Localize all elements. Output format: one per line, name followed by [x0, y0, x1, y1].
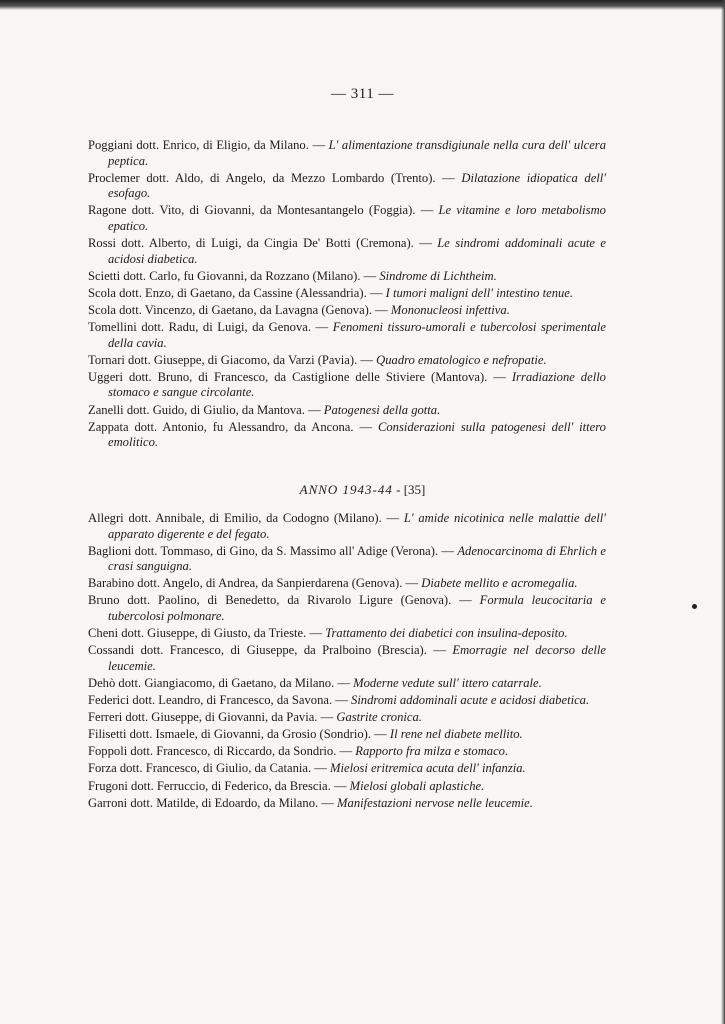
entry-title: Irradiazione dello stomaco e sangue circolante.	[108, 369, 606, 400]
entry-title: Sindromi addominali acute e acidosi diabetica.	[351, 693, 590, 708]
entry-title: L' amide nicotinica nelle malattie dell' apparato digerente e del fegato.	[108, 511, 606, 541]
entry-title: Manifestazioni nervose nelle leucemie.	[337, 795, 533, 810]
entry-title: I tumori maligni dell' intestino tenue.	[385, 285, 574, 300]
entry-title: L' alimentazione transdigiunale nella cura dell' ulcera peptica.	[108, 138, 606, 168]
entry-author: Garroni dott. Matilde, di Edoardo, da Milano. —	[88, 795, 334, 810]
entry-author: Zappata dott. Antonio, fu Alessandro, da Ancona. —	[88, 419, 373, 434]
entry-author: Scola dott. Vincenzo, di Gaetano, da Lavagna (Genova). —	[88, 302, 388, 317]
entry-author: Tomellini dott. Radu, di Luigi, da Genova. —	[88, 320, 329, 335]
entry-author: Cossandi dott. Francesco, di Giuseppe, da Pralboino (Brescia). —	[88, 643, 446, 658]
entry-author: Bruno dott. Paolino, di Benedetto, da Rivarolo Ligure (Genova). —	[88, 593, 472, 608]
entry-author: Barabino dott. Angelo, di Andrea, da Sanpierdarena (Genova). —	[88, 576, 419, 591]
entry-author: Federici dott. Leandro, di Francesco, da Savona. —	[88, 693, 348, 708]
entry	[88, 403, 606, 419]
entry	[88, 236, 606, 267]
entry-author: Scietti dott. Carlo, fu Giovanni, da Rozzano (Milano). —	[88, 268, 377, 283]
entry	[88, 544, 606, 575]
entry-title: Trattamento dei diabetici con insulina-deposito.	[325, 626, 568, 641]
section-year: ANNO 1943-44	[299, 482, 393, 497]
entry	[88, 286, 606, 302]
entry-title: Mielosi globali aplastiche.	[349, 778, 485, 793]
entry	[88, 353, 606, 369]
entry	[88, 796, 606, 812]
entry	[88, 643, 606, 674]
entry-author: Ragone dott. Vito, di Giovanni, da Montesantangelo (Foggia). —	[88, 203, 434, 218]
entry-title: Gastrite cronica.	[336, 710, 422, 725]
entry	[88, 420, 606, 451]
entry-author: Poggiani dott. Enrico, di Eligio, da Milano. —	[88, 138, 326, 152]
entry	[88, 303, 606, 319]
entry	[88, 171, 606, 202]
entry	[88, 693, 606, 709]
entry	[88, 710, 606, 726]
entry	[88, 269, 606, 285]
entry-author: Zanelli dott. Guido, di Giulio, da Mantova. —	[88, 402, 321, 417]
entry-title: Le vitamine e loro metabolismo epatico.	[108, 203, 606, 233]
entry-title: Le sindromi addominali acute e acidosi diabetica.	[108, 236, 606, 266]
entry	[88, 744, 606, 760]
section-count: - [35]	[396, 482, 426, 497]
entry-title: Il rene nel diabete mellito.	[389, 727, 523, 742]
entry	[88, 779, 606, 795]
entry-author: Forza dott. Francesco, di Giulio, da Catania. —	[88, 761, 327, 776]
entry-title: Patogenesi della gotta.	[323, 402, 441, 417]
entry	[88, 576, 606, 592]
entry	[88, 511, 606, 542]
entry	[88, 320, 606, 351]
entry-title: Sindrome di Lichtheim.	[379, 268, 497, 283]
section-heading	[0, 482, 725, 498]
entry-author: Proclemer dott. Aldo, di Angelo, da Mezzo Lombardo (Trento). —	[88, 170, 455, 185]
scan-speck	[692, 604, 697, 609]
entry-title: Moderne vedute sull' ittero catarrale.	[353, 675, 542, 690]
entry-title: Quadro ematologico e nefropatie.	[376, 352, 547, 367]
entry-author: Cheni dott. Giuseppe, di Giusto, da Trieste. —	[88, 626, 323, 641]
entry-author: Dehò dott. Giangiacomo, di Gaetano, da Milano. —	[88, 675, 350, 690]
entry-author: Filisetti dott. Ismaele, di Giovanni, da Grosio (Sondrio). —	[88, 727, 387, 742]
entry	[88, 593, 606, 624]
entry	[88, 761, 606, 777]
entry-title: Rapporto fra milza e stomaco.	[355, 744, 509, 759]
page-number: — 311 —	[331, 86, 394, 102]
entry-title: Dilatazione idiopatica dell' esofago.	[108, 170, 606, 201]
entry-author: Frugoni dott. Ferruccio, di Federico, da Brescia. —	[88, 778, 347, 793]
entry-author: Uggeri dott. Bruno, di Francesco, da Castiglione delle Stiviere (Mantova). —	[88, 369, 506, 384]
entry	[88, 370, 606, 401]
entry-author: Tornari dott. Giuseppe, di Giacomo, da Varzi (Pavia). —	[88, 352, 373, 367]
entry-title: Mielosi eritremica acuta dell' infanzia.	[330, 761, 526, 776]
scan-right-edge	[721, 0, 725, 1024]
entry-author: Ferreri dott. Giuseppe, di Giovanni, da Pavia. —	[88, 710, 334, 725]
entry	[88, 727, 606, 743]
entry-author: Allegri dott. Annibale, di Emilio, da Codogno (Milano). —	[88, 511, 400, 525]
entry-title: Considerazioni sulla patogenesi dell' ittero emolitico.	[108, 419, 606, 450]
entry-author: Foppoli dott. Francesco, di Riccardo, da Sondrio. —	[88, 744, 353, 759]
entry-title: Adenocarcinoma di Ehrlich e crasi sanguigna.	[108, 543, 606, 574]
entry-title: Diabete mellito e acromegalia.	[421, 576, 578, 591]
entry-title: Formula leucocitaria e tubercolosi polmonare.	[108, 593, 606, 624]
entry-author: Scola dott. Enzo, di Gaetano, da Cassine (Alessandria). —	[88, 285, 383, 300]
entry	[88, 626, 606, 642]
scan-top-edge	[0, 0, 725, 10]
entry	[88, 138, 606, 169]
entries-list-2	[88, 511, 606, 813]
entry	[88, 203, 606, 234]
entry-author: Rossi dott. Alberto, di Luigi, da Cingia De' Botti (Cremona). —	[88, 236, 432, 251]
entry-title: Mononucleosi infettiva.	[390, 302, 510, 317]
entries-list-1	[88, 138, 606, 452]
entry	[88, 676, 606, 692]
entry-title: Fenomeni tissuro-umorali e tubercolosi sperimentale della cavia.	[108, 320, 607, 350]
entry-author: Baglioni dott. Tommaso, di Gino, da S. Massimo all' Adige (Verona). —	[88, 543, 455, 558]
entry-title: Emorragie nel decorso delle leucemie.	[108, 643, 606, 673]
